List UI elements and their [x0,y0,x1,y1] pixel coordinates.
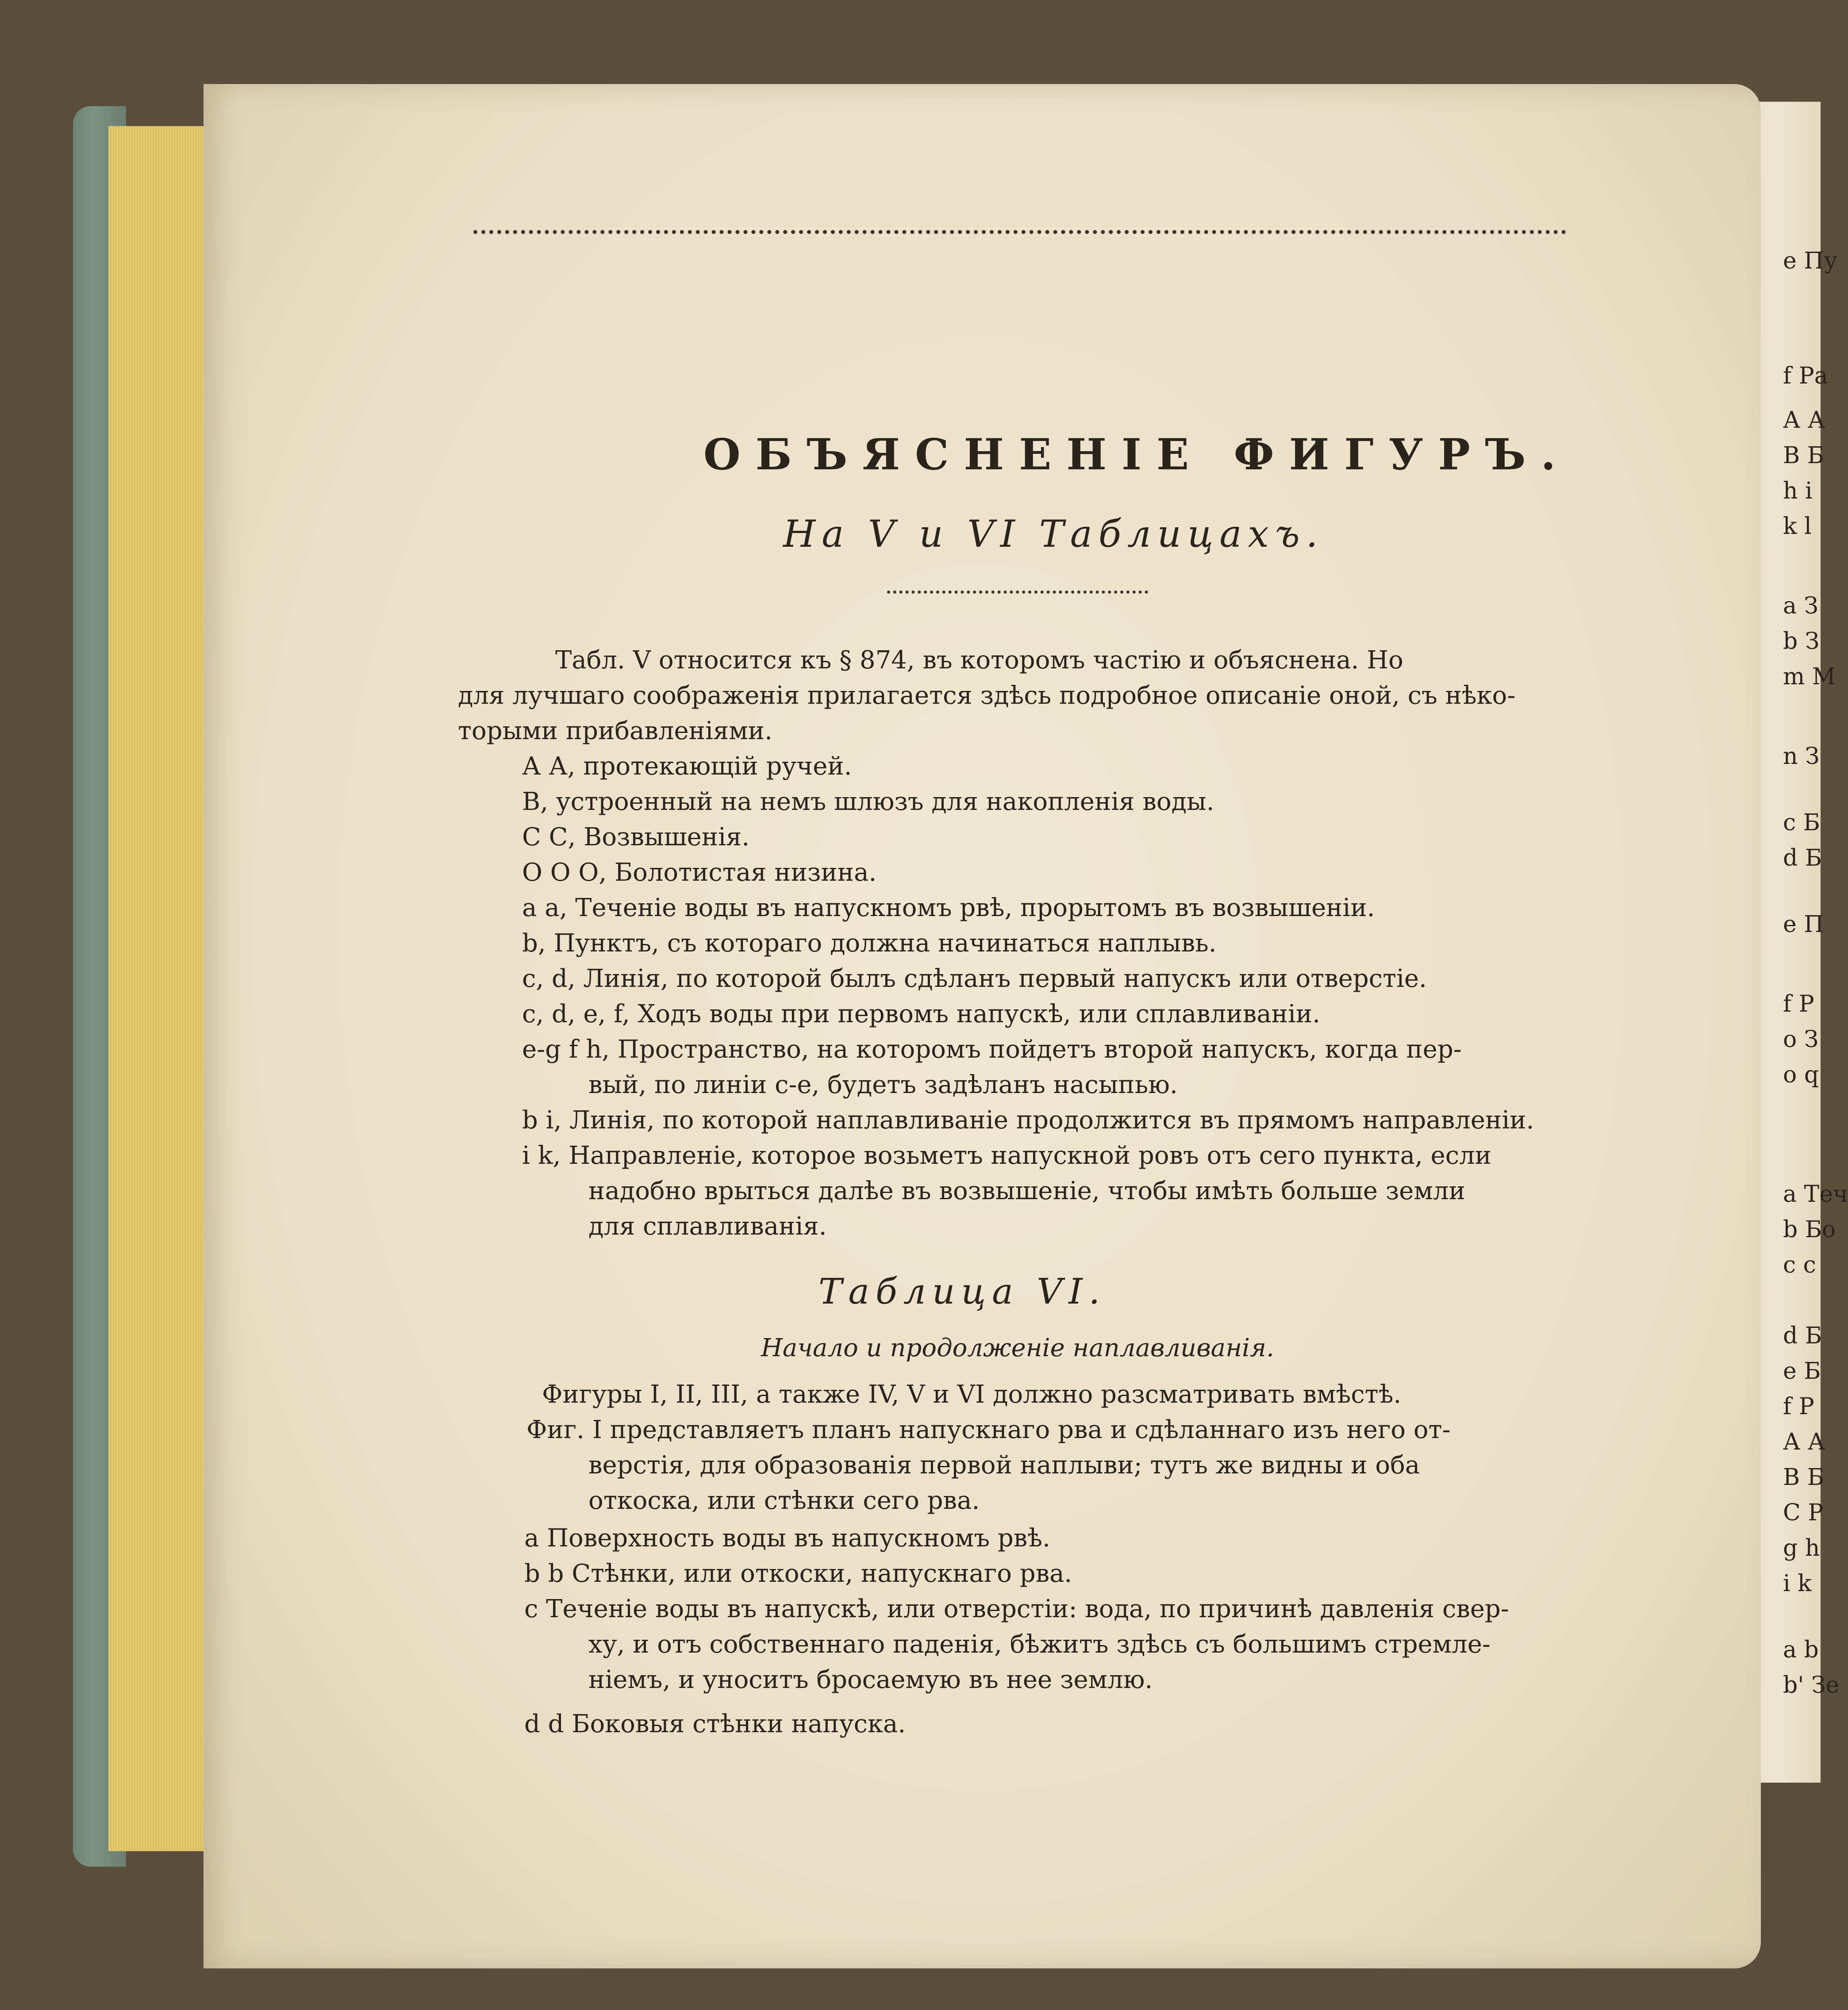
adjacent-page-fragment: С Р [1783,1500,1824,1526]
table6-item: a Поверхность воды въ напускномъ рвѣ. [524,1524,1050,1553]
table5-item: c, d, Линія, по которой былъ сдѣланъ первый напускъ или отверстіе. [522,964,1427,993]
table6-item: верстія, для образованія первой наплыви; тутъ же видны и оба [588,1451,1420,1480]
adjacent-page-fragment: m М [1783,664,1836,690]
adjacent-page-fragment: В Б [1783,1464,1824,1491]
adjacent-page-fragment: a З [1783,593,1818,619]
table5-item: e-g f h, Пространство, на которомъ пойдетъ второй напускъ, когда пер- [522,1035,1462,1064]
table6-item: c Теченіе воды въ напускѣ, или отверстіи: вода, по причинѣ давленія свер- [524,1595,1509,1623]
table5-item: вый, по линіи c-e, будетъ задѣланъ насыпью. [588,1070,1178,1099]
adjacent-page-fragment: f Ра [1783,363,1828,389]
title-rule [887,591,1148,594]
table6-item: Фиг. I представляетъ планъ напускнаго рва и сдѣланнаго изъ него от- [526,1415,1451,1444]
table5-item: для сплавливанія. [588,1212,827,1241]
table5-item: В, устроенный на немъ шлюзъ для накопленія воды. [522,787,1214,816]
section-subtitle: Начало и продолженіе наплавливанія. [761,1334,1274,1362]
table6-item: d d Боковыя стѣнки напуска. [524,1710,906,1738]
table5-item: i k, Направленіе, которое возьметъ напускной ровъ отъ сего пункта, если [522,1141,1492,1170]
page-block-edge [108,126,210,1851]
adjacent-page-fragment: o З [1783,1026,1819,1053]
table6-item: ніемъ, и уноситъ бросаемую въ нее землю. [588,1665,1153,1694]
adjacent-page-fragment: d Б [1783,845,1822,871]
adjacent-page-fragment: c Б [1783,809,1820,836]
table5-item: b, Пунктъ, съ котораго должна начинаться наплывь. [522,929,1217,958]
adjacent-page-fragment: f Р [1783,1393,1814,1420]
adjacent-page-fragment: d Б [1783,1323,1822,1349]
adjacent-page-fragment: e П [1783,911,1824,938]
table5-item: a a, Теченіе воды въ напускномъ рвѣ, прорытомъ въ возвышеніи. [522,894,1375,922]
table6-item: откоска, или стѣнки сего рва. [588,1486,980,1515]
adjacent-page-fragment: А А [1783,407,1825,433]
table5-item: С С, Возвышенія. [522,823,750,852]
adjacent-page-fragment: b Бо [1783,1216,1836,1243]
table6-item: b b Стѣнки, или откоски, напускнаго рва. [524,1559,1072,1588]
adjacent-page-fragment: n З [1783,743,1820,770]
page-subtitle: На V и VI Таблицахъ. [783,512,1324,556]
table5-item: c, d, e, f, Ходъ воды при первомъ напускѣ, или сплавливаніи. [522,1000,1321,1028]
table6-item: Фигуры I, II, III, а также IV, V и VI должно разсматривать вмѣстѣ. [542,1380,1402,1409]
adjacent-page-fragment: i k [1783,1570,1812,1597]
adjacent-page-fragment: В Б [1783,442,1824,469]
page-title: ОБЪЯСНЕНІЕ ФИГУРЪ. [703,430,1571,479]
adjacent-page-fragment: h i [1783,478,1813,504]
table5-item: О О О, Болотистая низина. [522,858,877,887]
paragraph-line: Табл. V относится къ § 874, въ которомъ частію и объяснена. Но [555,646,1403,675]
adjacent-page-fragment: o q [1783,1062,1819,1088]
table5-item: надобно врыться далѣе въ возвышеніе, чтобы имѣть больше земли [588,1177,1465,1205]
adjacent-page-fragment: a b [1783,1637,1819,1663]
adjacent-page-fragment: g h [1783,1535,1820,1561]
section-title: Таблица VI. [818,1271,1106,1312]
adjacent-page-fragment: А А [1783,1429,1825,1455]
paragraph-line: для лучшаго соображенія прилагается здѣсь подробное описаніе оной, съ нѣко- [458,681,1516,710]
adjacent-page-fragment: a Теч [1783,1181,1848,1208]
paragraph-line: торыми прибавленіями. [458,717,772,745]
adjacent-page-fragment: e Пу [1783,248,1838,274]
adjacent-page-fragment: k l [1783,513,1812,540]
adjacent-page-fragment: b' Зе [1783,1672,1840,1699]
adjacent-page-fragment: f Р [1783,991,1814,1017]
adjacent-page-fragment: b З [1783,628,1820,655]
table5-item: b i, Линія, по которой наплавливаніе продолжится въ прямомъ направленіи. [522,1106,1534,1135]
adjacent-page-fragment: c c [1783,1252,1816,1278]
table6-item: ху, и отъ собственнаго паденія, бѣжитъ здѣсь съ большимъ стремле- [588,1630,1491,1659]
top-ornamental-rule [473,230,1566,234]
adjacent-page-fragment: e Б [1783,1358,1821,1385]
table5-item: А А, протекающій ручей. [522,752,852,781]
